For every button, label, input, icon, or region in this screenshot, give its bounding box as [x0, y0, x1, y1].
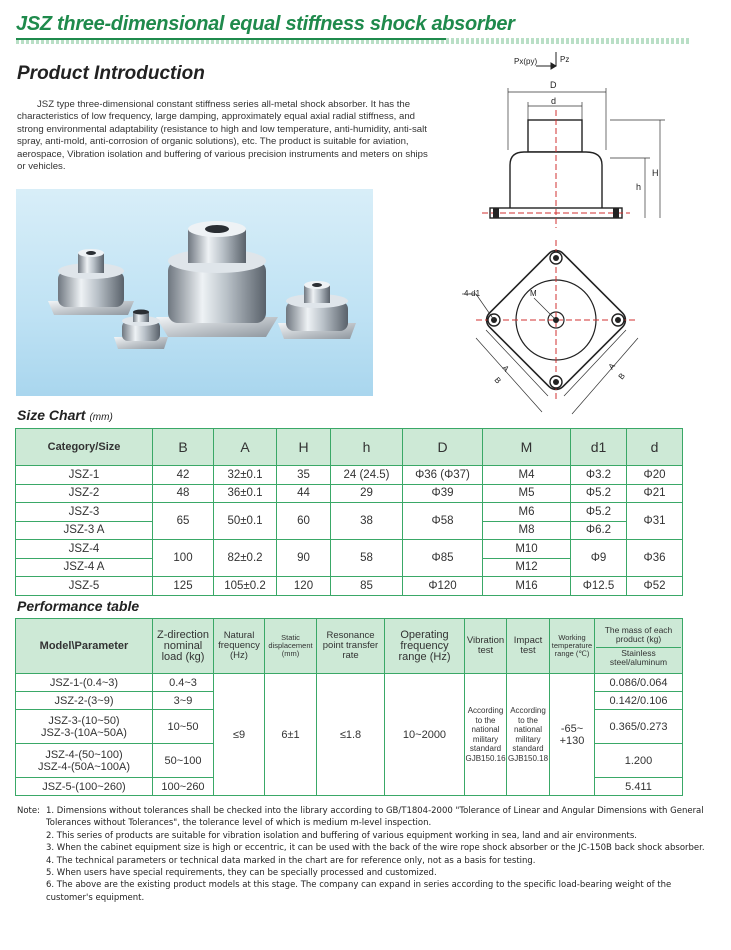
technical-drawing [440, 50, 690, 430]
col-M: M [483, 429, 571, 466]
cell-frequency: ≤9 [214, 674, 265, 796]
cell-impact: According to the national military standard GJB150.18 [507, 674, 550, 796]
cell-d1: Φ9 [571, 540, 627, 577]
cell-mass: 0.142/0.106 [595, 692, 683, 710]
mass-header: The mass of each product (kg) [604, 624, 673, 644]
col-mass [595, 619, 683, 674]
load-arrows [536, 52, 556, 69]
table-row [16, 540, 683, 559]
note-item: 6. The above are the existing product models at this stage. The company can expand in series according to the specific load-bearing weight of the customer's equipment. [46, 880, 672, 903]
cell-d1: Φ12.5 [571, 577, 627, 596]
cell-H: 35 [277, 466, 331, 485]
cell-H: 90 [277, 540, 331, 577]
performance-table [15, 618, 683, 796]
cell-M: M16 [483, 577, 571, 596]
cell-d1: Φ5.2 [571, 503, 627, 522]
cell-vibration: According to the national military standard GJB150.16 [465, 674, 507, 796]
title-underline [16, 38, 446, 40]
cell-h: 58 [331, 540, 403, 577]
cell-B: 100 [153, 540, 214, 577]
cell-H: 120 [277, 577, 331, 596]
cell-A: 82±0.2 [214, 540, 277, 577]
table-row [16, 466, 683, 485]
cell-M: M12 [483, 558, 571, 577]
cell-B: 125 [153, 577, 214, 596]
label-d: d [551, 96, 557, 106]
col-model: Model\Parameter [16, 619, 153, 674]
cell-M: M10 [483, 540, 571, 559]
note-item: 1. Dimensions without tolerances shall be checked into the library according to GB/T1804-2000 "Tolerance of Linear and Angular Dimensions with General Tolerances without Tolerances", the tolerance level of which is medium m-level inspection. [46, 806, 704, 829]
cell-A: 105±0.2 [214, 577, 277, 596]
cell-H: 44 [277, 484, 331, 503]
cell-temperature: -65~ +130 [550, 674, 595, 796]
col-frequency-range: Operating frequency range (Hz) [385, 619, 465, 674]
cell-transfer-rate: ≤1.8 [317, 674, 385, 796]
model-line: JSZ-3-(10A~50A) [41, 726, 127, 739]
col-B: B [153, 429, 214, 466]
size-chart-title: Size Chart [17, 407, 86, 423]
cell-load: 100~260 [153, 778, 214, 796]
cell-D: Φ58 [403, 503, 483, 540]
label-px: Px(py) [514, 57, 538, 66]
table-row [16, 503, 683, 522]
label-A-left: A [500, 363, 511, 374]
label-h: h [636, 182, 642, 192]
table-row [16, 577, 683, 596]
cell-mass: 0.365/0.273 [595, 710, 683, 744]
notes-label: Note: [17, 806, 40, 816]
col-h: h [331, 429, 403, 466]
col-load: Z-direction nominal load (kg) [153, 619, 214, 674]
mass-subheader: Stainless steel/aluminum [596, 647, 681, 667]
size-chart-heading [17, 407, 113, 423]
cell-D: Φ36 (Φ37) [403, 466, 483, 485]
label-B-left: B [492, 375, 503, 386]
col-d: d [627, 429, 683, 466]
col-H: H [277, 429, 331, 466]
cell-h: 29 [331, 484, 403, 503]
col-vibration: Vibration test [465, 619, 507, 674]
label-D: D [550, 80, 557, 90]
col-impact: Impact test [507, 619, 550, 674]
cell-D: Φ85 [403, 540, 483, 577]
cell-displacement: 6±1 [265, 674, 317, 796]
cell-model: JSZ-5-(100~260) [16, 778, 153, 796]
cell-model: JSZ-3 [16, 503, 153, 522]
cell-load: 3~9 [153, 692, 214, 710]
cell-model [16, 710, 153, 744]
cell-M: M4 [483, 466, 571, 485]
col-temperature: Working temperature range (℃) [550, 619, 595, 674]
cell-d: Φ52 [627, 577, 683, 596]
intro-paragraph: JSZ type three-dimensional constant stiffness series all-metal shock absorber. It has the characteristics of low frequency, large damping, approximately equal axial radial stiffness, and strong environmental adaptability (resistance to high and low temperature, anti-humidity, anti-salt spray, anti-mold, anti-corrosion of organic solutions), etc. The product is suitable for aviation, aerospace, Vibration isolation and buffering of various precision instruments and meters on ships or vehicles. [17, 99, 428, 173]
cell-M: M8 [483, 521, 571, 540]
table-row [16, 674, 683, 692]
cell-d1: Φ3.2 [571, 466, 627, 485]
absorber-medium-right [278, 281, 356, 339]
cell-h: 38 [331, 503, 403, 540]
cell-mass: 1.200 [595, 744, 683, 778]
note-item: 2. This series of products are suitable for vibration isolation and buffering of various equipment working in sea, land and air environments. [46, 830, 637, 841]
notes-list [46, 805, 717, 904]
cell-d1: Φ5.2 [571, 484, 627, 503]
page-title: JSZ three-dimensional equal stiffness shock absorber [16, 13, 515, 35]
cell-frequency-range: 10~2000 [385, 674, 465, 796]
col-D: D [403, 429, 483, 466]
size-chart-table [15, 428, 683, 596]
cell-model: JSZ-3 A [16, 521, 153, 540]
cell-A: 50±0.1 [214, 503, 277, 540]
note-item: 4. The technical parameters or technical data marked in the chart are for reference only, not as a basis for testing. [46, 855, 536, 866]
model-line: JSZ-3-(10~50) [48, 714, 120, 727]
cell-d: Φ36 [627, 540, 683, 577]
cell-d: Φ21 [627, 484, 683, 503]
col-category: Category/Size [16, 429, 153, 466]
absorber-small [114, 310, 168, 350]
cell-B: 48 [153, 484, 214, 503]
absorber-large [156, 221, 278, 337]
label-B-right: B [616, 371, 627, 382]
model-line: JSZ-4-(50A~100A) [37, 760, 130, 773]
label-A-right: A [606, 361, 617, 372]
label-4-d1: 4-d1 [464, 289, 481, 298]
cell-load: 50~100 [153, 744, 214, 778]
size-header-row [16, 429, 683, 466]
notes-section [17, 805, 717, 904]
cell-model: JSZ-1-(0.4~3) [16, 674, 153, 692]
col-displacement: Static displacement (mm) [265, 619, 317, 674]
top-view [462, 240, 638, 414]
cell-d1: Φ6.2 [571, 521, 627, 540]
product-photo-illustration [16, 189, 373, 396]
cell-H: 60 [277, 503, 331, 540]
col-d1: d1 [571, 429, 627, 466]
label-M: M [530, 289, 537, 298]
intro-heading: Product Introduction [17, 63, 205, 84]
cell-model: JSZ-5 [16, 577, 153, 596]
cell-h: 24 (24.5) [331, 466, 403, 485]
note-item: 3. When the cabinet equipment size is high or eccentric, it can be used with the back of the wire rope shock absorber or the JC-150B back shock absorber. [46, 843, 705, 854]
cell-model: JSZ-4 [16, 540, 153, 559]
cell-h: 85 [331, 577, 403, 596]
cell-B: 42 [153, 466, 214, 485]
table-row [16, 484, 683, 503]
cell-B: 65 [153, 503, 214, 540]
cell-model: JSZ-1 [16, 466, 153, 485]
cell-A: 32±0.1 [214, 466, 277, 485]
cell-d: Φ20 [627, 466, 683, 485]
model-line: JSZ-4-(50~100) [45, 748, 123, 761]
size-chart-unit: (mm) [89, 412, 113, 423]
performance-heading: Performance table [17, 598, 140, 614]
cell-M: M6 [483, 503, 571, 522]
cell-D: Φ120 [403, 577, 483, 596]
cell-A: 36±0.1 [214, 484, 277, 503]
cell-model: JSZ-2 [16, 484, 153, 503]
label-pz: Pz [560, 55, 570, 64]
col-A: A [214, 429, 277, 466]
cell-mass: 0.086/0.064 [595, 674, 683, 692]
cell-mass: 5.411 [595, 778, 683, 796]
label-H: H [652, 168, 659, 178]
product-photo [16, 189, 373, 396]
note-item: 5. When users have special requirements, they can be specially processed and customized. [46, 868, 437, 879]
col-frequency: Natural frequency (Hz) [214, 619, 265, 674]
cell-M: M5 [483, 484, 571, 503]
perf-header-row [16, 619, 683, 674]
cell-model [16, 744, 153, 778]
cell-load: 0.4~3 [153, 674, 214, 692]
cell-d: Φ31 [627, 503, 683, 540]
cell-model: JSZ-4 A [16, 558, 153, 577]
cell-load: 10~50 [153, 710, 214, 744]
absorber-medium-left [48, 249, 134, 315]
col-transfer-rate: Resonance point transfer rate [317, 619, 385, 674]
cell-D: Φ39 [403, 484, 483, 503]
cell-model: JSZ-2-(3~9) [16, 692, 153, 710]
